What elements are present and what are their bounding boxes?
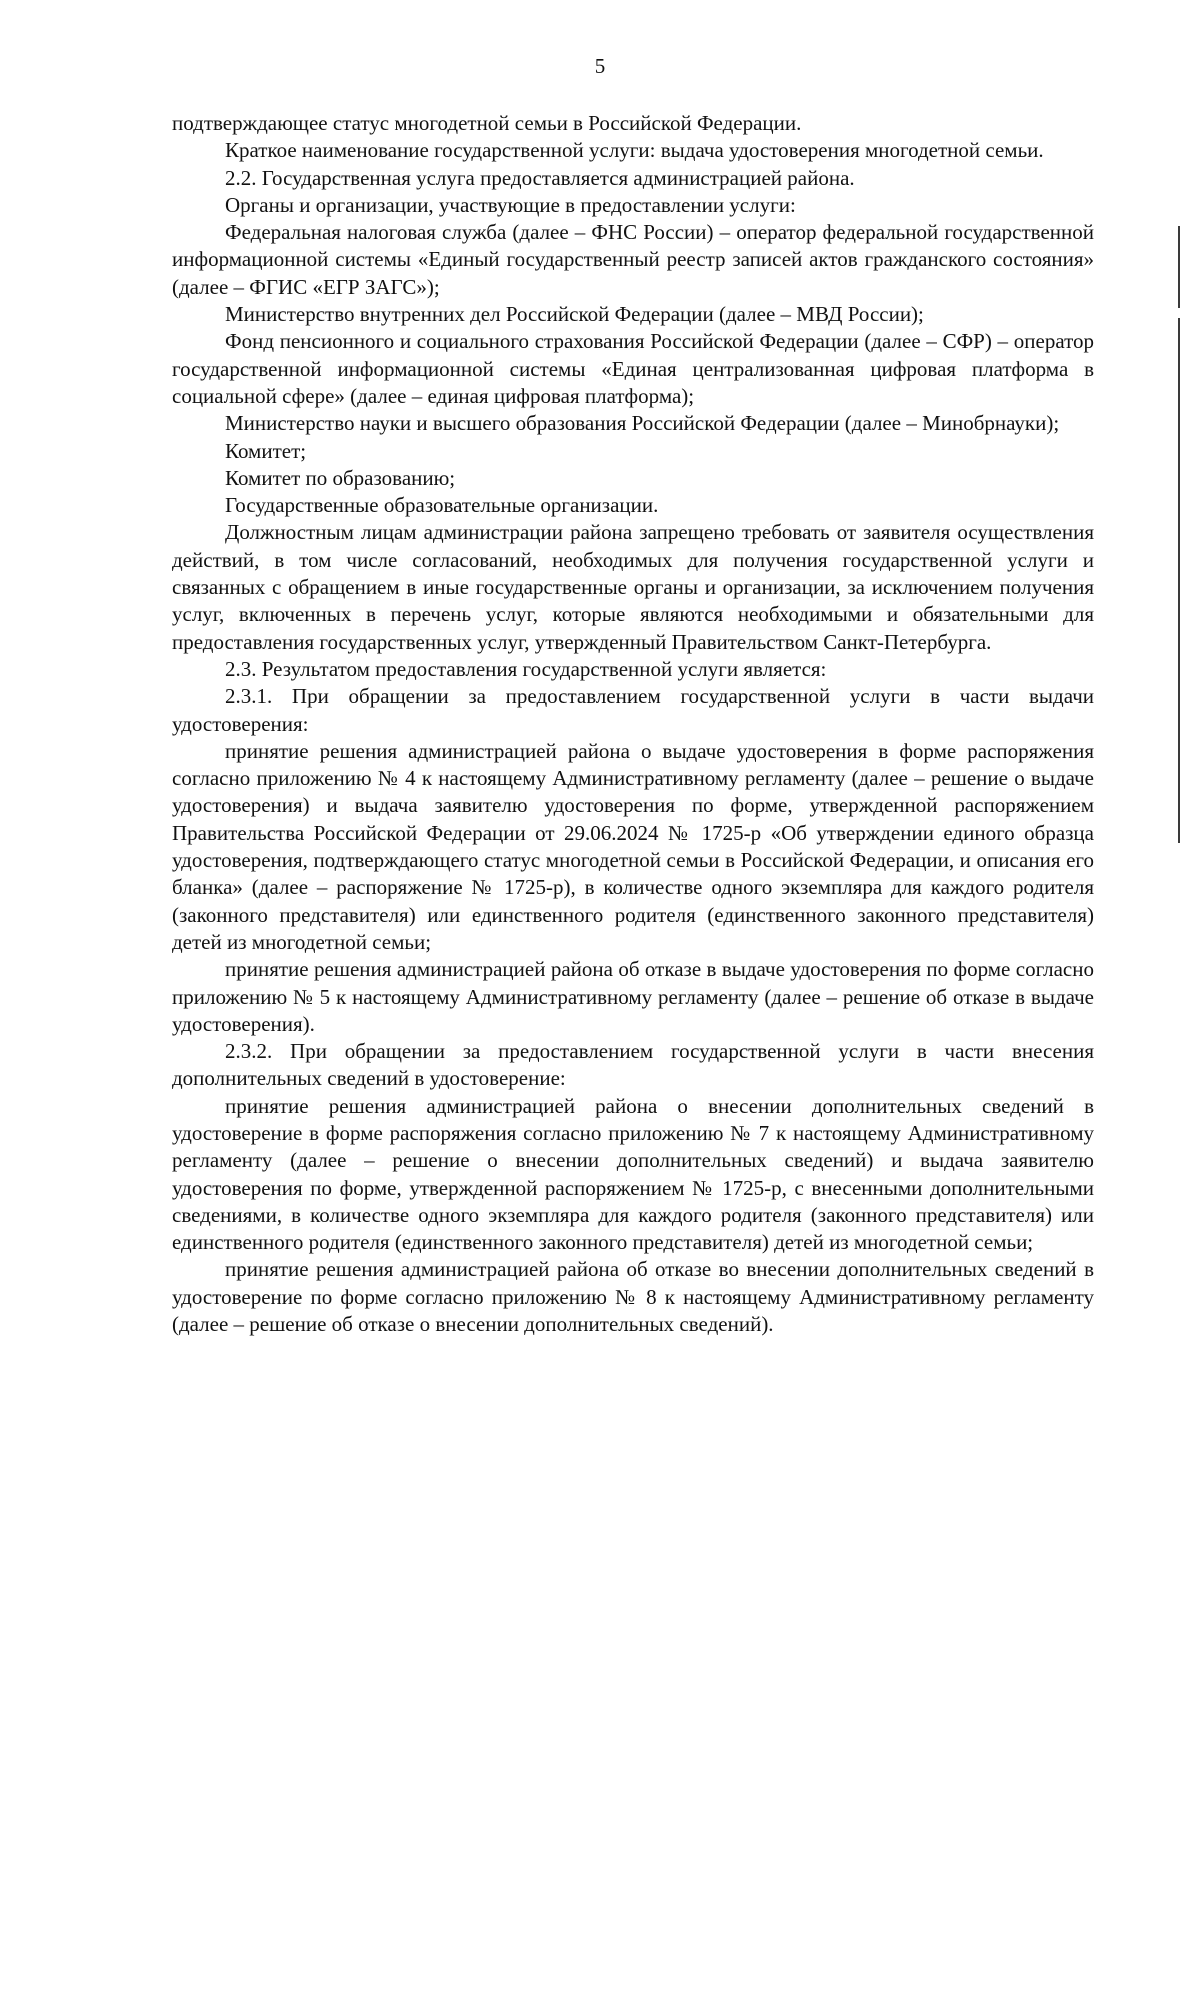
paragraph-5: Федеральная налоговая служба (далее – ФНС России) – оператор федеральной государственной информационной системы «Единый государственный реестр записей актов гражданского состояния» (далее – ФГИС «ЕГР ЗАГС»); <box>172 220 1094 299</box>
paragraph-14: 2.3.1. При обращении за предоставлением государственной услуги в части выдачи удостоверения: <box>172 684 1094 736</box>
document-body <box>172 110 1094 1338</box>
paragraph-13: 2.3. Результатом предоставления государственной услуги является: <box>225 656 827 681</box>
paragraph-2: Краткое наименование государственной услуги: выдача удостоверения многодетной семьи. <box>225 138 1044 163</box>
paragraph-7: Фонд пенсионного и социального страхования Российской Федерации (далее – СФР) – оператор государственной информационной системы «Единая централизованная цифровая платформа в социальной сфере» (далее – единая цифровая платформа); <box>172 329 1094 408</box>
paragraph-9: Комитет; <box>225 438 307 463</box>
paragraph-11: Государственные образовательные организации. <box>225 493 659 518</box>
paragraph-10: Комитет по образованию; <box>225 465 456 490</box>
page-number: 5 <box>594 54 606 78</box>
paragraph-3: 2.2. Государственная услуга предоставляется администрацией района. <box>225 165 855 190</box>
paragraph-16: принятие решения администрацией района об отказе в выдаче удостоверения по форме согласно приложению № 5 к настоящему Административному регламенту (далее – решение об отказе в выдаче удостоверения). <box>172 957 1094 1036</box>
paragraph-8: Министерство науки и высшего образования Российской Федерации (далее – Минобрнауки); <box>225 411 1060 436</box>
paragraph-6: Министерство внутренних дел Российской Федерации (далее – МВД России); <box>225 302 924 327</box>
paragraph-1: подтверждающее статус многодетной семьи в Российской Федерации. <box>172 111 802 135</box>
paragraph-18: принятие решения администрацией района о внесении дополнительных сведений в удостоверение в форме распоряжения согласно приложению № 7 к настоящему Административному регламенту (далее – решение о внесении дополнительных сведений) и выдача заявителю удостоверения по форме, утвержденной распоряжением № 1725-р, с внесенными дополнительными сведениями, в количестве одного экземпляра для каждого родителя (законного представителя) или единственного родителя (единственного законного представителя) детей из многодетной семьи; <box>172 1093 1094 1255</box>
paragraph-12: Должностным лицам администрации района запрещено требовать от заявителя осуществления действий, в том числе согласований, необходимых для получения государственной услуги и связанных с обращением в иные государственные органы и организации, за исключением получения услуг, включенных в перечень услуг, которые являются необходимыми и обязательными для предоставления государственных услуг, утвержденный Правительством Санкт-Петербурга. <box>172 520 1094 654</box>
margin-line-top <box>1178 226 1180 308</box>
margin-line-main <box>1178 318 1180 843</box>
paragraph-4: Органы и организации, участвующие в предоставлении услуги: <box>225 192 796 217</box>
paragraph-15: принятие решения администрацией района о выдаче удостоверения в форме распоряжения согласно приложению № 4 к настоящему Административному регламенту (далее – решение о выдаче удостоверения) и выдача заявителю удостоверения по форме, утвержденной распоряжением Правительства Российской Федерации от 29.06.2024 № 1725-р «Об утверждении единого образца удостоверения, подтверждающего статус многодетной семьи в Российской Федерации, и описания его бланка» (далее – распоряжение № 1725-р), в количестве одного экземпляра для каждого родителя (законного представителя) или единственного родителя (единственного законного представителя) детей из многодетной семьи; <box>172 738 1094 954</box>
paragraph-19: принятие решения администрацией района об отказе во внесении дополнительных сведений в удостоверение по форме согласно приложению № 8 к настоящему Административному регламенту (далее – решение об отказе о внесении дополнительных сведений). <box>172 1257 1094 1337</box>
paragraph-17: 2.3.2. При обращении за предоставлением государственной услуги в части внесения дополнительных сведений в удостоверение: <box>172 1039 1094 1091</box>
